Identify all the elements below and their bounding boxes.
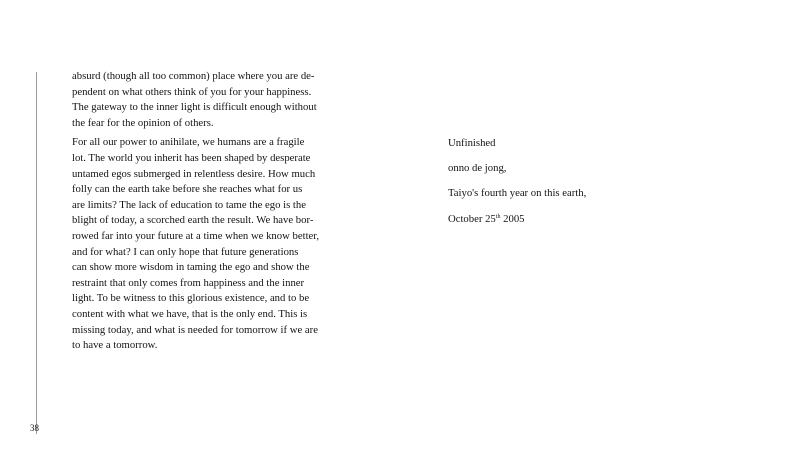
text-line: content with what we have, that is the only end. This is [72,307,308,320]
text-line: pendent on what others think of you for your happiness. [72,85,312,98]
text-line: light. To be witness to this glorious existence, and to be [72,292,310,305]
date-ordinal-suffix: th [495,213,501,220]
text-line: The gateway to the inner light is difficult enough without [72,101,317,114]
text-line: can show more wisdom in taming the ego and show the [72,261,310,274]
date-year: 2005 [503,212,525,225]
author-line: onno de jong, [448,162,507,175]
text-line: blight of today, a scorched earth the result. We have bor- [72,214,314,227]
paragraph-2 [72,135,330,353]
signature-block [448,136,748,237]
page-number: 38 [30,423,39,433]
text-line: untamed egos submerged in relentless desire. How much [72,167,316,180]
text-line: absurd (though all too common) place where you are de- [72,70,315,82]
text-line: are limits? The lack of education to tame the ego is the [72,198,306,211]
paragraph-1 [72,69,330,131]
text-line: rowed far into your future at a time when we know better, [72,229,320,242]
text-line: the fear for the opinion of others. [72,116,214,129]
text-line: For all our power to anihilate, we humans are a fragile [72,136,305,149]
text-line: folly can the earth take before she reaches what for us [72,183,303,196]
text-line: missing today, and what is needed for tomorrow if we are [72,323,318,336]
occasion-line: Taiyo's fourth year on this earth, [448,187,587,200]
text-line: lot. The world you inherit has been shaped by desperate [72,151,311,164]
text-line: to have a tomorrow. [72,339,158,352]
date-month-day: October 25 [448,212,496,225]
margin-rule [36,72,37,434]
body-text-column [72,69,330,354]
date-line [448,212,748,228]
text-line: restraint that only comes from happiness and the inner [72,276,305,289]
text-line: and for what? I can only hope that future generations [72,245,299,258]
status-line: Unfinished [448,137,496,149]
